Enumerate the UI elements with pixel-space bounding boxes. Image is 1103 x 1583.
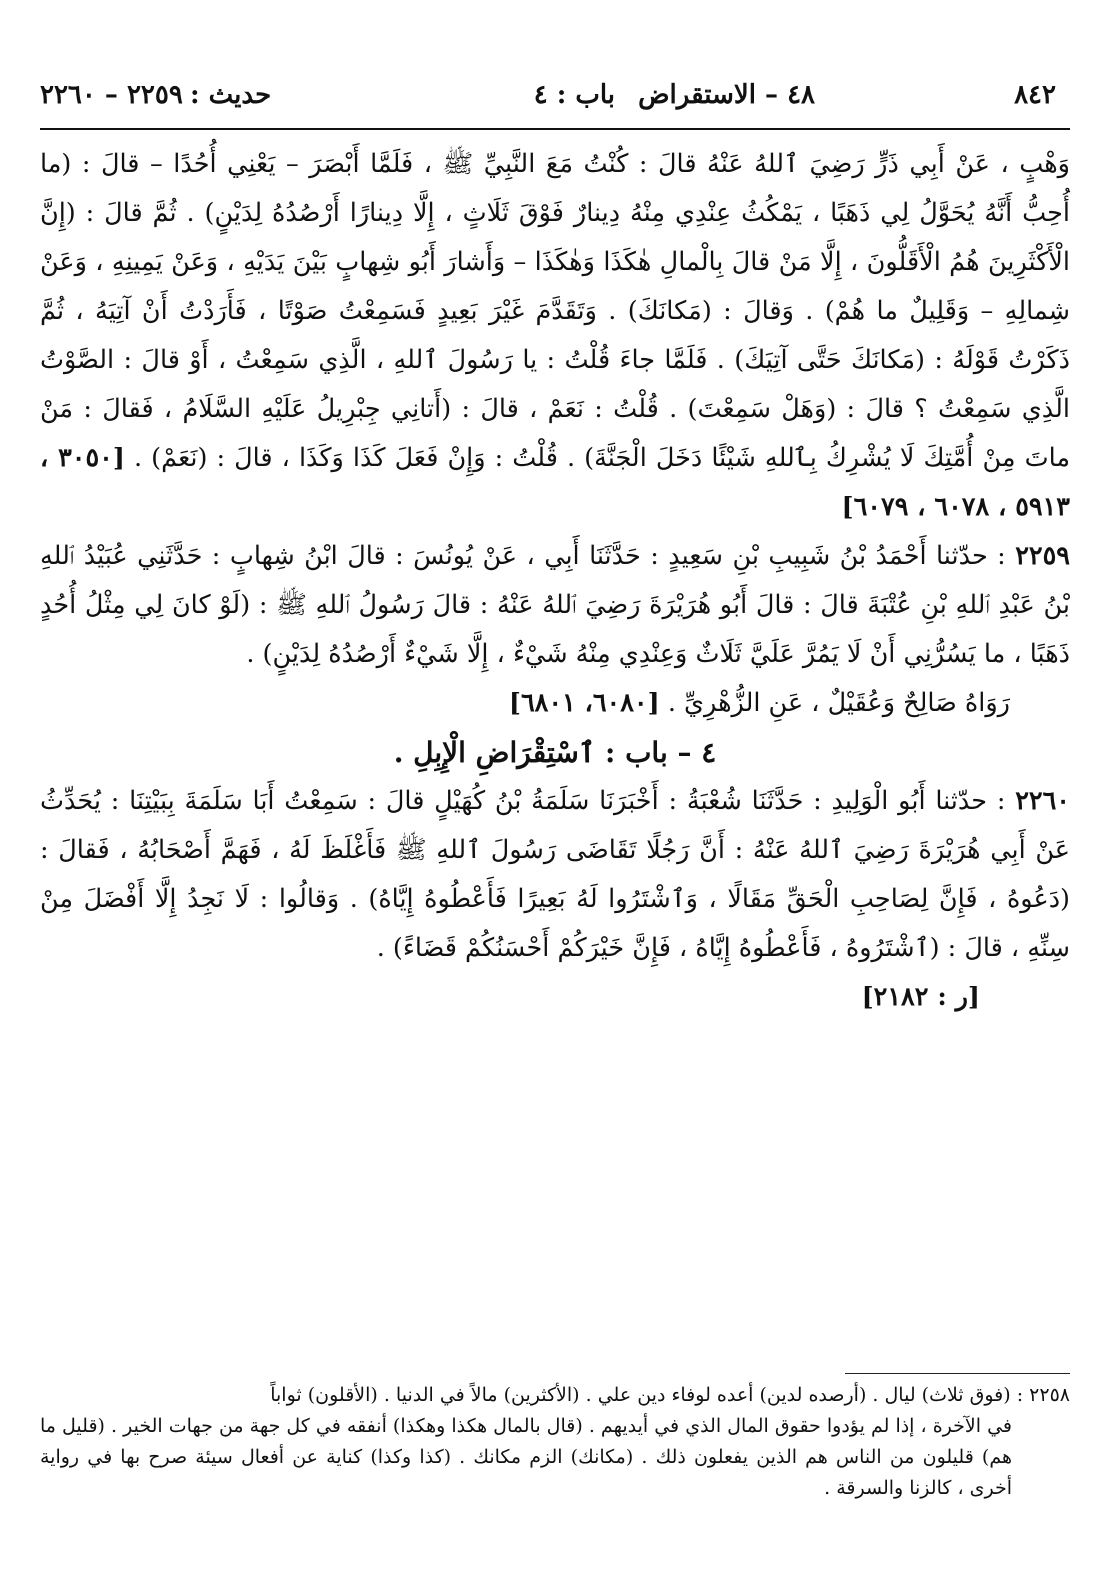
chapter-label: باب : ٤ bbox=[533, 80, 615, 110]
hadith-2259 bbox=[40, 532, 1070, 679]
footnote-continuation: في الآخرة ، إذا لم يؤدوا حقوق المال الذي في أيديهم . (قال بالمال هكذا وهكذا) أنفقه في كل جهة من جهات الخير . (قليل ما هم) قليلون من الناس هم الذين يفعلون ذلك . (مكانك) الزم مكانك . (كذا وكذا) كناية عن أفعال سيئة صرح بها في رواية أخرى ، كالزنا والسرقة . bbox=[40, 1415, 1012, 1499]
riwayah-text: رَوَاهُ صَالِحٌ وَعُقَيْلٌ ، عَنِ الزُّهْرِيِّ . bbox=[667, 688, 1010, 718]
hadith-2260 bbox=[40, 777, 1070, 973]
footnote bbox=[40, 1380, 1070, 1504]
hadith-2258-continuation bbox=[40, 140, 1070, 532]
riwayah-note bbox=[40, 679, 1070, 728]
hadith-2259-text: : حدّثنا أَحْمَدُ بْنُ شَبِيبِ بْنِ سَعِيدٍ : حَدَّثَنَا أَبِي ، عَنْ يُونُسَ : قالَ ابْنُ شِهابٍ : حَدَّثَنِي عُبَيْدُ ٱللهِ بْنُ عَبْدِ ٱللهِ بْنِ عُتْبَةَ قالَ : قالَ أَبُو هُرَيْرَةَ رَضِيَ ٱللهُ عَنْهُ : قالَ رَسُولُ ٱللهِ ﷺ : (لَوْ كانَ لِي مِثْلُ أُحُدٍ ذَهَبًا ، ما يَسُرُّنِي أَنْ لَا يَمُرَّ عَلَيَّ ثَلَاثٌ وَعِنْدِي مِنْهُ شَيْءٌ ، إِلَّا شَيْءٌ أَرْصُدُهُ لِدَيْنٍ) . bbox=[40, 541, 1070, 669]
hadith-range: ٢٢٥٩ – ٢٢٦٠ bbox=[40, 80, 183, 110]
hadith-2260-text: : حدّثنا أَبُو الْوَلِيدِ : حَدَّثَنَا شُعْبَةُ : أَخْبَرَنَا سَلَمَةُ بْنُ كُهَيْلٍ قالَ : سَمِعْتُ أَبَا سَلَمَةَ بِبَيْتِنَا : يُحَدِّثُ عَنْ أَبِي هُرَيْرَةَ رَضِيَ ٱللهُ عَنْهُ : أَنَّ رَجُلًا تَقَاضَى رَسُولَ ٱللهِ ﷺ فَأَغْلَظَ لَهُ ، فَهَمَّ أَصْحَابُهُ ، فَقالَ : (دَعُوهُ ، فَإِنَّ لِصَاحِبِ الْحَقِّ مَقَالًا ، وَٱشْتَرُوا لَهُ بَعِيرًا فَأَعْطُوهُ إِيَّاهُ) . وَقالُوا : لَا نَجِدُ إِلَّا أَفْضَلَ مِنْ سِنِّهِ ، قالَ : (ٱشْتَرُوهُ ، فَأَعْطُوهُ إِيَّاهُ ، فَإِنَّ خَيْرَكُمْ أَحْسَنُكُمْ قَضَاءً) . bbox=[40, 786, 1070, 963]
header-divider bbox=[40, 128, 1070, 130]
main-text bbox=[40, 140, 1070, 1022]
hadith-label: حديث : bbox=[190, 80, 272, 110]
hadith-number: ٢٢٦٠ bbox=[1015, 786, 1070, 816]
footnote-line1: (فوق ثلاث) ليال . (أرصده لدين) أعده لوفاء دين علي . (الأكثرين) مالاً في الدنيا . (الأقلون) ثواباً bbox=[270, 1384, 1011, 1406]
footnote-number: ٢٢٥٨ : bbox=[1016, 1384, 1070, 1406]
riwayah-refs: [٦٠٨٠، ٦٨٠١] bbox=[508, 688, 660, 718]
page-number: ٨٤٢ bbox=[1014, 80, 1056, 110]
book-title: ٤٨ – الاستقراض bbox=[638, 80, 815, 110]
hadith-number: ٢٢٥٩ bbox=[1015, 541, 1070, 571]
hadith-2258-refs: [٣٠٥٠ ، ٥٩١٣ ، ٦٠٧٨ ، ٦٠٧٩] bbox=[40, 443, 1070, 522]
hadith-2260-refs: [ر : ٢١٨٢] bbox=[861, 982, 980, 1012]
footnote-divider bbox=[845, 1373, 1070, 1374]
hadith-2258-text: وَهْبٍ ، عَنْ أَبِي ذَرٍّ رَضِيَ ٱللهُ عَنْهُ قالَ : كُنْتُ مَعَ النَّبِيِّ ﷺ ، فَلَمَّا أَبْصَرَ – يَعْنِي أُحُدًا – قالَ : (ما أُحِبُّ أَنَّهُ يُحَوَّلُ لِي ذَهَبًا ، يَمْكُثُ عِنْدِي مِنْهُ دِينارٌ فَوْقَ ثَلَاثٍ ، إِلَّا دِينارًا أَرْصُدُهُ لِدَيْنٍ) . ثُمَّ قالَ : (إِنَّ الْأَكْثَرِينَ هُمُ الْأَقَلُّونَ ، إِلَّا مَنْ قالَ بِالْمالِ هٰكَذَا وَهٰكَذَا – وَأَشارَ أَبُو شِهابٍ بَيْنَ يَدَيْهِ ، وَعَنْ يَمِينِهِ ، وَعَنْ شِمالِهِ – وَقَلِيلٌ ما هُمْ) . وَقالَ : (مَكانَكَ) . وَتَقَدَّمَ غَيْرَ بَعِيدٍ فَسَمِعْتُ صَوْتًا ، فَأَرَدْتُ أَنْ آتِيَهُ ، ثُمَّ ذَكَرْتُ قَوْلَهُ : (مَكانَكَ حَتَّى آتِيَكَ) . فَلَمَّا جاءَ قُلْتُ : يا رَسُولَ ٱللهِ ، الَّذِي سَمِعْتُ ، أَوْ قالَ : الصَّوْتُ الَّذِي سَمِعْتُ ؟ قالَ : (وَهَلْ سَمِعْتَ) . قُلْتُ : نَعَمْ ، قالَ : (أَتانِي جِبْرِيلُ عَلَيْهِ السَّلَامُ ، فَقالَ : مَنْ ماتَ مِنْ أُمَّتِكَ لَا يُشْرِكُ بِٱللهِ شَيْئًا دَخَلَ الْجَنَّةَ) . قُلْتُ : وَإِنْ فَعَلَ كَذَا وَكَذَا ، قالَ : (نَعَمْ) . bbox=[40, 149, 1071, 473]
chapter-heading: ٤ – باب : ٱسْتِقْرَاضِ الْإِبِلِ . bbox=[393, 736, 717, 769]
running-header bbox=[40, 80, 1070, 128]
footnote-first-line bbox=[40, 1380, 1070, 1411]
